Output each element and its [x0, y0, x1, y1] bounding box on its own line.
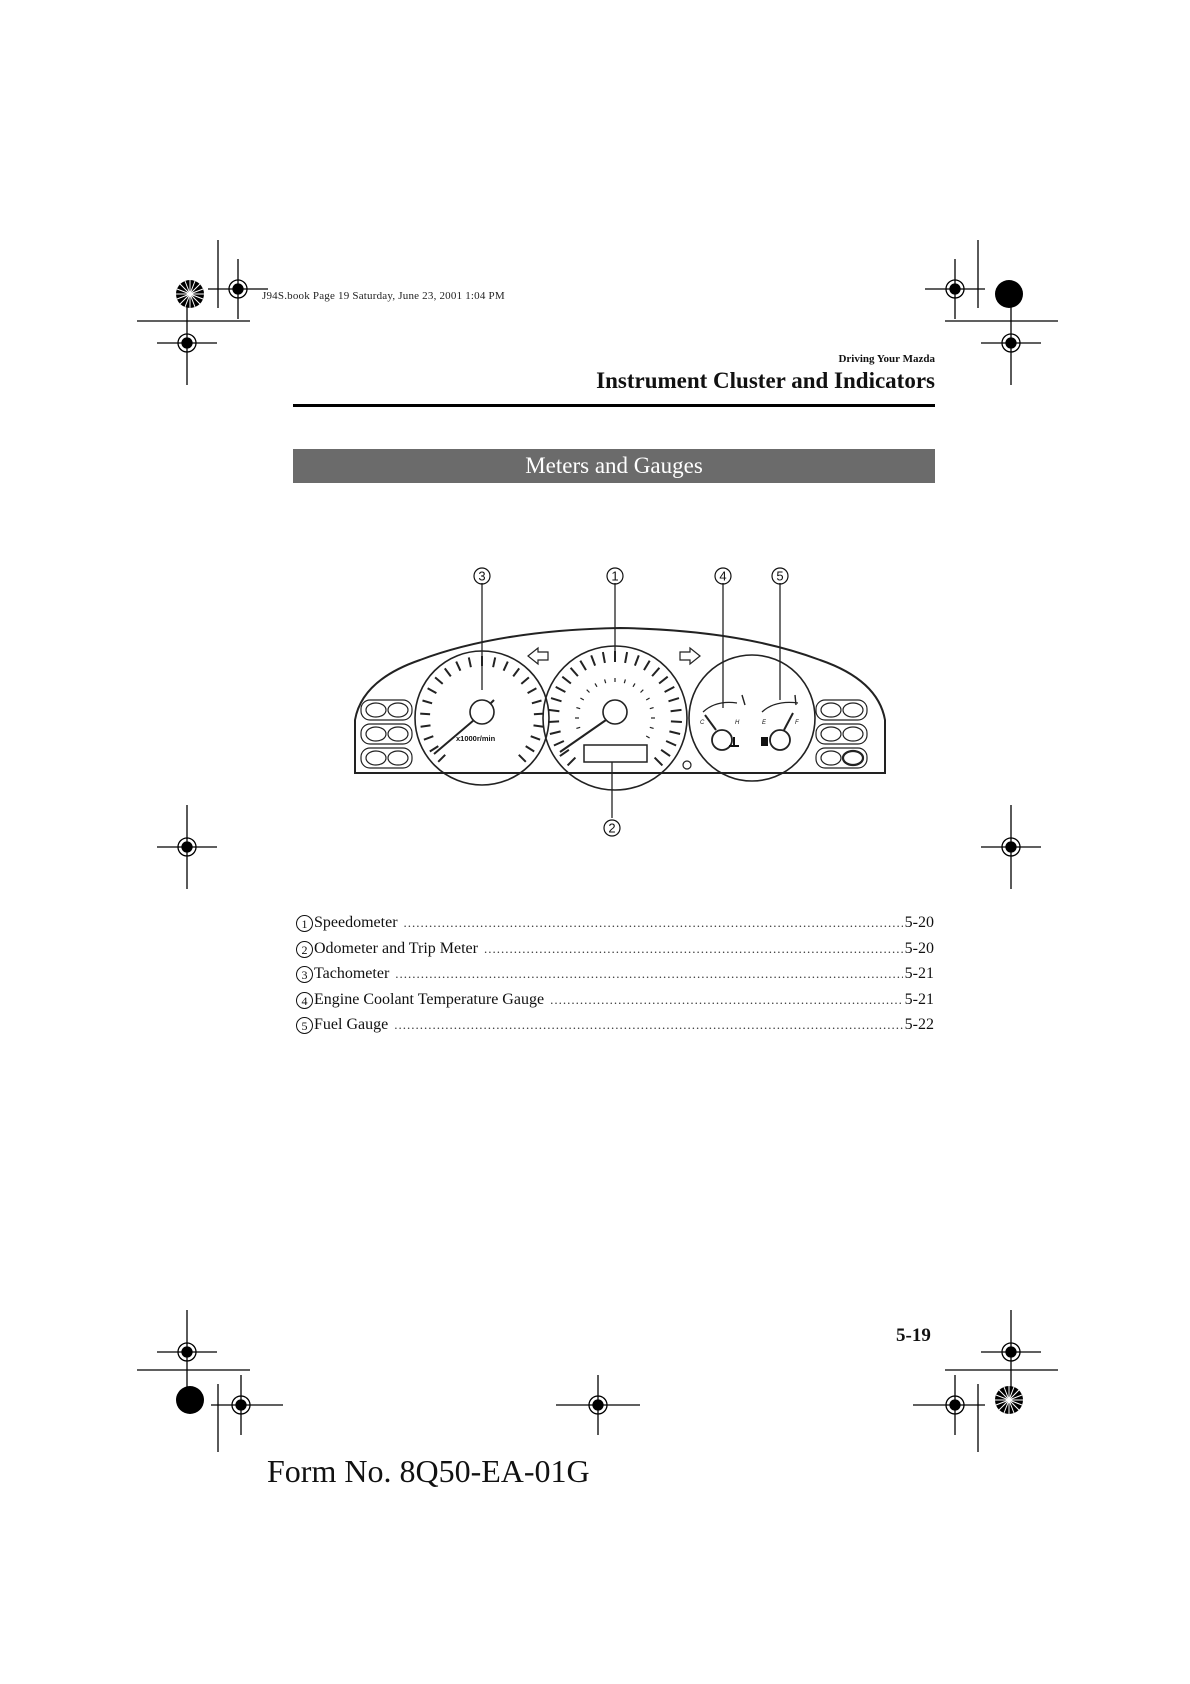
tach-tick — [528, 688, 537, 693]
speed-inner-tick — [576, 708, 580, 709]
toc-label: Engine Coolant Temperature Gauge — [314, 990, 545, 1008]
speed-tick — [625, 652, 627, 663]
toc-number: 5 — [296, 1017, 313, 1034]
toc-page: 5-22 — [904, 1016, 934, 1034]
page-number: 5-19 — [896, 1325, 931, 1346]
svg-text:1: 1 — [611, 568, 619, 584]
toc-label: Fuel Gauge — [314, 1016, 389, 1034]
fuel-gauge-pivot — [770, 730, 790, 750]
speed-tick — [568, 758, 576, 766]
odometer-display — [584, 745, 647, 762]
toc-label: Tachometer — [314, 965, 390, 983]
toc-number: 3 — [296, 966, 313, 983]
speed-tick — [659, 677, 668, 684]
tach-tick — [493, 657, 495, 667]
speed-inner-tick — [646, 698, 649, 700]
toc-page: 5-20 — [904, 939, 934, 957]
speed-inner-tick — [646, 736, 649, 738]
tach-tick — [423, 701, 433, 704]
speed-tick — [655, 758, 663, 766]
speed-tick — [671, 721, 682, 722]
speed-inner-tick — [595, 683, 597, 686]
speed-tick — [550, 731, 561, 734]
callout-1 — [607, 568, 623, 584]
toc-page: 5-21 — [904, 965, 934, 983]
tach-tick — [469, 657, 471, 667]
tach-tick — [421, 725, 431, 726]
speed-tick — [669, 698, 680, 701]
tach-tick — [526, 746, 535, 751]
toc-label: Speedometer — [314, 914, 398, 931]
svg-text:3: 3 — [478, 568, 486, 584]
fuel-full-label: F — [795, 720, 799, 726]
speed-tick — [554, 741, 564, 746]
callout-3 — [474, 568, 490, 584]
page-title: Instrument Cluster and Indicators — [596, 368, 935, 393]
coolant-temp-icon — [729, 737, 739, 747]
speed-inner-tick — [641, 690, 644, 693]
tach-tick — [521, 677, 529, 684]
coolant-hot-label: H — [735, 720, 740, 726]
speed-inner-tick — [605, 679, 606, 683]
speed-tick — [665, 687, 675, 692]
toc-item-coolant-gauge[interactable] — [296, 991, 934, 1017]
speed-tick — [591, 655, 595, 665]
tach-tick — [438, 755, 445, 762]
right-turn-arrow-icon — [680, 648, 700, 664]
tach-tick — [531, 736, 540, 740]
speed-tick — [571, 668, 578, 676]
toc-item-speedometer[interactable] — [296, 914, 934, 940]
speed-inner-tick — [624, 679, 625, 683]
speed-tick — [562, 677, 571, 684]
toc-leader-dots — [394, 1017, 902, 1033]
callout-4 — [715, 568, 731, 584]
title-rule — [293, 404, 935, 407]
tach-unit-label: x1000r/min — [456, 734, 496, 743]
tach-tick — [456, 662, 460, 671]
speed-inner-tick — [580, 698, 583, 700]
tach-tick — [513, 668, 519, 676]
instrument-cluster-figure — [340, 560, 900, 850]
speed-tick — [669, 731, 680, 734]
tach-tick — [428, 688, 437, 693]
speed-tick — [652, 668, 659, 676]
tach-tick — [519, 755, 526, 762]
toc-number: 2 — [296, 941, 313, 958]
coolant-cold-label: C — [700, 720, 705, 726]
toc-leader-dots — [404, 915, 903, 931]
speed-inner-tick — [576, 727, 580, 728]
toc-leader-dots — [395, 966, 902, 982]
tach-tick — [504, 662, 508, 671]
section-header: Driving Your Mazda — [838, 353, 935, 365]
book-meta-line: J94S.book Page 19 Saturday, June 23, 2001 1:04 PM — [262, 290, 505, 302]
tach-tick — [532, 701, 542, 704]
tach-tick — [420, 714, 430, 715]
speed-tick — [671, 710, 682, 711]
speed-tick — [666, 741, 676, 746]
toc-number: 4 — [296, 992, 313, 1009]
toc-page: 5-20 — [904, 914, 934, 931]
speed-tick — [635, 655, 639, 665]
speed-inner-tick — [650, 708, 654, 709]
svg-text:4: 4 — [719, 568, 727, 584]
toc-number: 1 — [296, 915, 313, 932]
banner-heading: Meters and Gauges — [293, 449, 935, 483]
tach-tick — [445, 668, 451, 676]
toc-leader-dots — [484, 941, 903, 957]
tach-tick — [534, 725, 544, 726]
fuel-empty-label: E — [762, 720, 767, 726]
fuel-pump-icon — [761, 737, 768, 746]
speed-tick — [644, 661, 650, 670]
speed-tick — [580, 661, 586, 670]
right-indicator-lamps — [816, 700, 867, 768]
speed-inner-tick — [633, 683, 635, 686]
tach-tick — [435, 677, 443, 684]
speed-tick — [551, 698, 562, 701]
form-number: Form No. 8Q50-EA-01G — [267, 1453, 590, 1489]
speedometer-dial — [543, 646, 687, 790]
toc-item-odometer[interactable] — [296, 940, 934, 966]
toc-label: Odometer and Trip Meter — [314, 939, 478, 957]
speed-inner-tick — [650, 727, 654, 728]
tach-tick — [424, 736, 433, 740]
svg-text:2: 2 — [608, 820, 616, 836]
speed-tick — [548, 721, 559, 722]
toc-list — [296, 914, 934, 1042]
left-indicator-lamps — [361, 700, 412, 768]
toc-item-fuel-gauge[interactable] — [296, 1016, 934, 1042]
speed-tick — [603, 652, 605, 663]
callout-2 — [604, 820, 620, 836]
toc-leader-dots — [550, 992, 903, 1008]
speed-tick — [549, 710, 560, 711]
left-turn-arrow-icon — [528, 648, 548, 664]
speed-tick — [556, 687, 566, 692]
toc-item-tachometer[interactable] — [296, 965, 934, 991]
svg-text:5: 5 — [776, 568, 784, 584]
speed-tick — [661, 750, 670, 756]
toc-page: 5-21 — [904, 990, 934, 1008]
speed-inner-tick — [587, 690, 590, 693]
callout-5 — [772, 568, 788, 584]
